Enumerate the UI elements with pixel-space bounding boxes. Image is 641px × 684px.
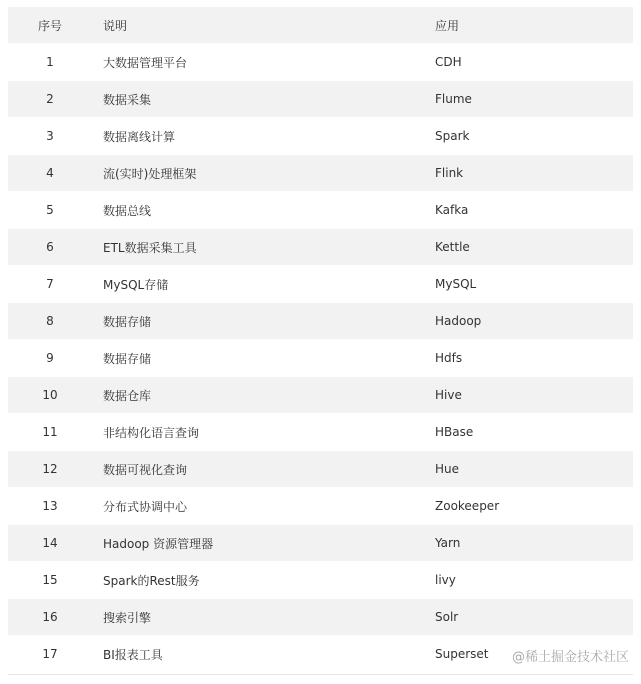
table-row: [8, 155, 633, 192]
row-application: Hue: [435, 462, 460, 476]
row-index: 11: [42, 425, 58, 439]
table-row: [8, 266, 633, 303]
table-row: [8, 229, 633, 266]
row-application: Hdfs: [435, 351, 463, 365]
row-index: 4: [46, 166, 54, 180]
row-index: 14: [42, 536, 58, 550]
table-header-row: [8, 7, 633, 44]
row-index: 8: [46, 314, 54, 328]
table-row: [8, 192, 633, 229]
row-application: Hive: [435, 388, 462, 402]
row-application: HBase: [435, 425, 474, 439]
row-application: Zookeeper: [435, 499, 500, 513]
table-row: [8, 525, 633, 562]
row-application: Superset: [435, 647, 489, 661]
watermark-text: @稀土掘金技术社区: [511, 650, 629, 665]
row-index: 2: [46, 92, 54, 106]
row-index: 9: [46, 351, 54, 365]
table-row: [8, 81, 633, 118]
table-row: [8, 599, 633, 636]
row-index: 1: [46, 55, 54, 69]
row-description: 数据离线计算: [103, 129, 176, 144]
table-row: [8, 488, 633, 525]
row-description: 数据总线: [103, 203, 152, 218]
row-index: 3: [46, 129, 54, 143]
row-description: 分布式协调中心: [103, 499, 188, 514]
table-row: [8, 340, 633, 377]
row-application: Flume: [435, 92, 472, 106]
row-application: Solr: [435, 610, 459, 624]
row-description: MySQL存储: [103, 277, 169, 292]
row-index: 6: [46, 240, 54, 254]
row-application: Hadoop: [435, 314, 482, 328]
table-row: [8, 118, 633, 155]
row-index: 15: [42, 573, 58, 587]
row-description: 非结构化语言查询: [103, 425, 200, 440]
table-row: [8, 377, 633, 414]
table-row: [8, 303, 633, 340]
row-description: 数据仓库: [103, 388, 152, 403]
row-description: ETL数据采集工具: [103, 240, 197, 255]
header-index: 序号: [37, 18, 62, 33]
row-description: 流(实时)处理框架: [103, 166, 197, 181]
row-description: 数据存储: [103, 314, 152, 329]
row-description: 数据可视化查询: [103, 462, 188, 477]
table-row: [8, 414, 633, 451]
row-index: 10: [42, 388, 58, 402]
row-application: Kafka: [435, 203, 469, 217]
row-index: 5: [46, 203, 54, 217]
header-description: 说明: [103, 18, 128, 33]
table-bottom-divider: [8, 674, 633, 675]
table-row: [8, 451, 633, 488]
row-index: 16: [42, 610, 58, 624]
table-row: [8, 44, 633, 81]
apps-table: [8, 7, 633, 673]
row-description: 数据存储: [103, 351, 152, 366]
row-application: livy: [435, 573, 456, 587]
row-description: 大数据管理平台: [103, 55, 188, 70]
row-application: Yarn: [435, 536, 461, 550]
row-description: BI报表工具: [103, 647, 163, 662]
table-row: [8, 562, 633, 599]
row-application: CDH: [435, 55, 462, 69]
row-index: 13: [42, 499, 58, 513]
row-application: Flink: [435, 166, 464, 180]
row-description: 数据采集: [103, 92, 152, 107]
row-description: Hadoop 资源管理器: [103, 536, 214, 551]
row-application: Spark: [435, 129, 470, 143]
row-description: 搜索引擎: [103, 610, 152, 625]
row-application: Kettle: [435, 240, 470, 254]
header-application: 应用: [435, 18, 460, 33]
row-index: 12: [42, 462, 58, 476]
row-application: MySQL: [435, 277, 477, 291]
row-index: 17: [42, 647, 58, 661]
row-description: Spark的Rest服务: [103, 573, 200, 588]
row-index: 7: [46, 277, 54, 291]
